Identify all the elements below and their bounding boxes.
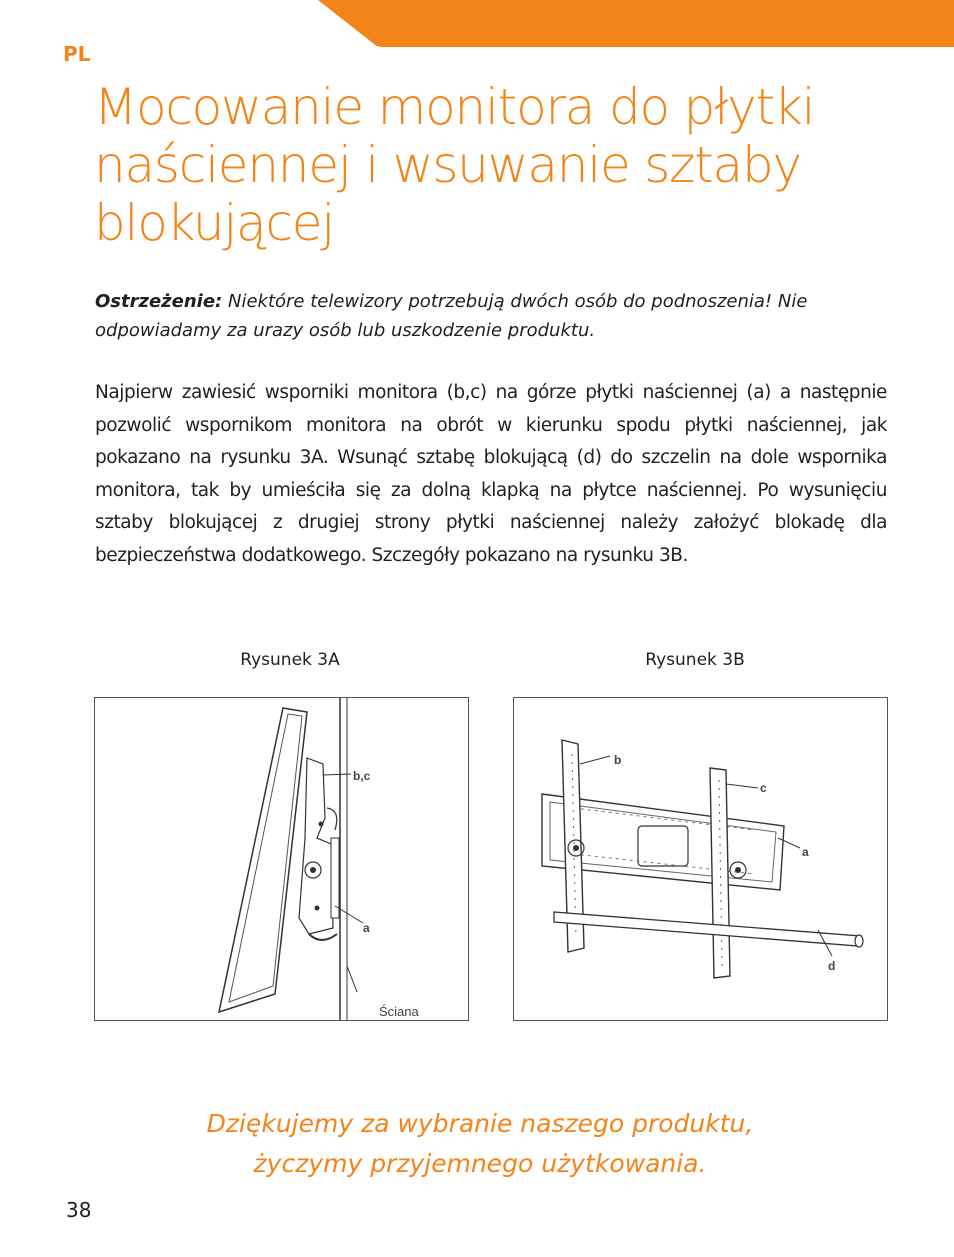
figure-3b-label-a: a (802, 845, 809, 859)
figure-3a-label-wall: Ściana (379, 1004, 419, 1019)
figure-3b-label-d: d (828, 959, 836, 973)
page-title: Mocowanie monitora do płytki naściennej i wsuwanie sztaby blokującej (94, 78, 815, 252)
warning-text: Niektóre telewizory potrzebują dwóch osób do podnoszenia! Nie odpowiadamy za urazy osób lub uszkodzenie produktu. (95, 291, 808, 341)
figure-3a-label-a: a (363, 921, 370, 935)
figure-3a-drawing (95, 698, 468, 1020)
thank-you-message (90, 1104, 870, 1184)
figure-3b (513, 697, 888, 1021)
warning-note (95, 287, 895, 345)
figure-3b-label-c: c (760, 781, 767, 795)
page-number: 38 (66, 1198, 92, 1222)
warning-label: Ostrzeżenie: (95, 291, 223, 312)
figure-3a-caption: Rysunek 3A (240, 650, 340, 670)
header-tab-band (318, 0, 954, 47)
instructions-paragraph: Najpierw zawiesić wsporniki monitora (b,c) na górze płytki naściennej (a) a następnie pozwolić wspornikom monitora na obrót w kierunku spodu płytki naściennej, jak pokazano na rysunku 3A. Wsunąć sztabę blokującą (d) do szczelin na dole wspornika monitora, tak by umieściła się za dolną klapką na płytce naściennej. Po wysunięciu sztaby blokującej z drugiej strony płytki naściennej należy założyć blokadę dla bezpieczeństwa dodatkowego. Szczegóły pokazano na rysunku 3B. (95, 382, 887, 566)
language-label: PL (63, 42, 91, 66)
figure-3b-caption: Rysunek 3B (645, 650, 745, 670)
figure-3b-label-b: b (614, 753, 622, 767)
thank-you-line-1: Dziękujemy za wybranie naszego produktu, (206, 1109, 754, 1138)
figure-3b-drawing (514, 698, 887, 1020)
figure-3a (94, 697, 469, 1021)
thank-you-line-2: życzymy przyjemnego użytkowania. (253, 1149, 707, 1178)
figure-3a-label-bc: b,c (353, 769, 371, 783)
